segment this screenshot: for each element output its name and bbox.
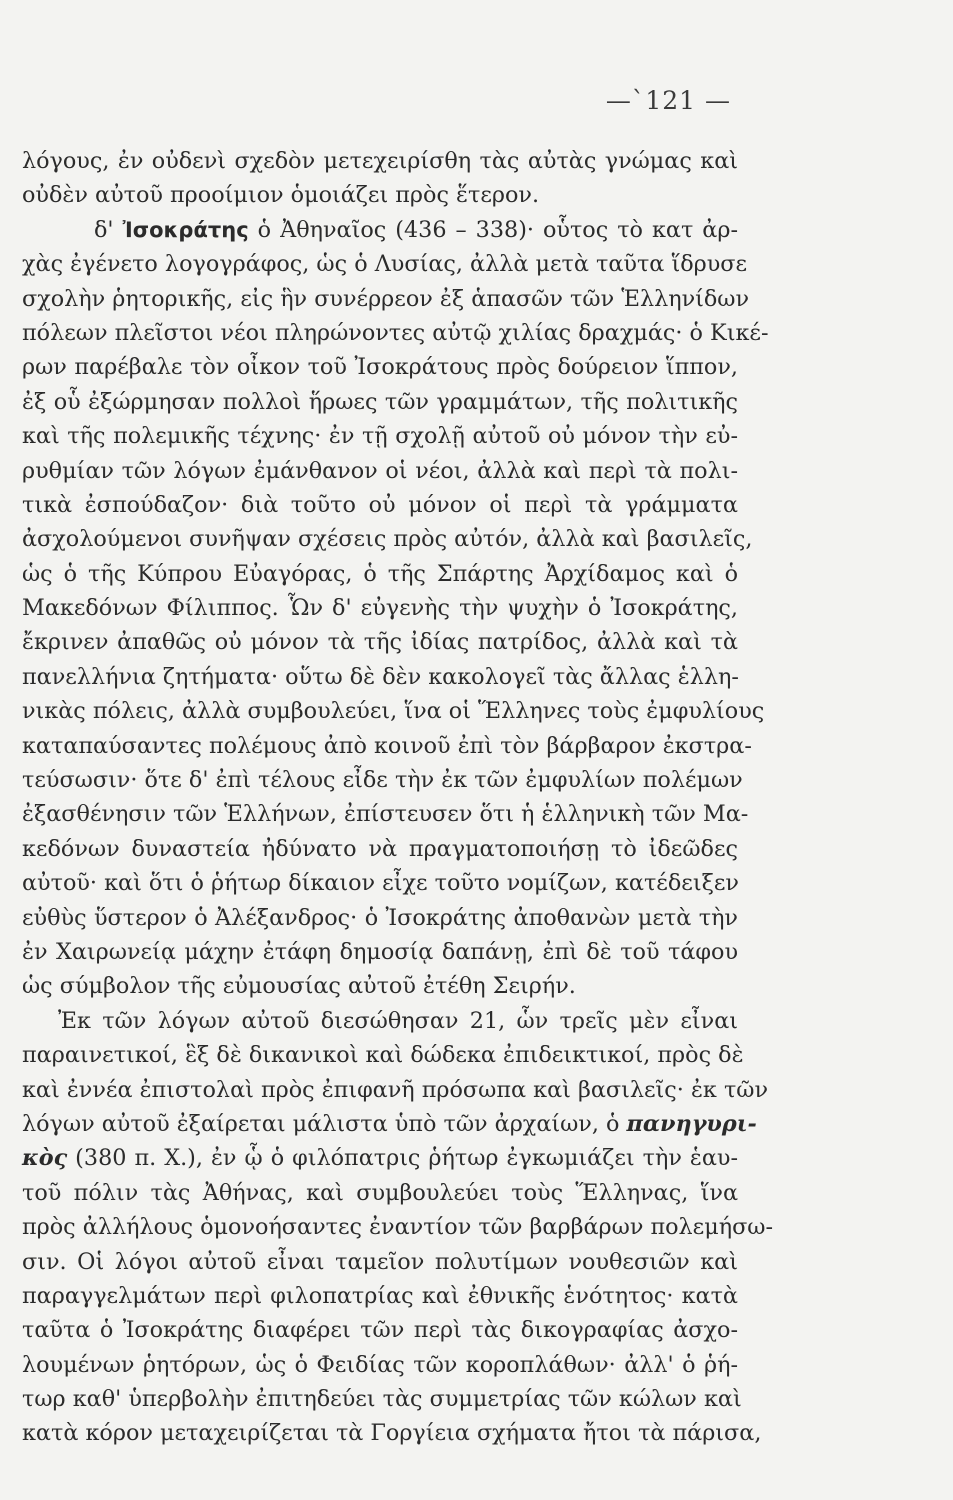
text-segment: (380 π. Χ.), ἐν ᾧ ὁ φιλόπατρις ῥήτωρ ἐγκωμιάζει τὴν ἑαυ- bbox=[67, 1145, 738, 1172]
text-line: τοῦ πόλιν τὰς Ἀθήνας, καὶ συμβουλεύει τοὺς Ἕλληνας, ἵνα bbox=[22, 1179, 738, 1206]
text-line: τικὰ ἐσπούδαζον· διὰ τοῦτο οὐ μόνον οἱ περὶ τὰ γράμματα bbox=[22, 491, 738, 518]
text-line: τωρ καθ' ὑπερβολὴν ἐπιτηδεύει τὰς συμμετρίας τῶν κώλων καὶ bbox=[22, 1386, 742, 1413]
text-line: πανελλήνια ζητήματα· οὕτω δὲ δὲν κακολογεῖ τὰς ἄλλας ἑλλη- bbox=[22, 663, 739, 690]
text-line: παραγγελμάτων περὶ φιλοπατρίας καὶ ἐθνικῆς ἑνότητος· κατὰ bbox=[22, 1282, 738, 1309]
work-title: πανηγυρι- bbox=[626, 1110, 757, 1137]
text-line: ρυθμίαν τῶν λόγων ἐμάνθανον οἱ νέοι, ἀλλὰ καὶ περὶ τὰ πολι- bbox=[22, 457, 738, 484]
text-line: σχολὴν ῥητορικῆς, εἰς ἣν συνέρρεον ἐξ ἁπασῶν τῶν Ἑλληνίδων bbox=[22, 285, 750, 312]
text-line: οὐδὲν αὐτοῦ προοίμιον ὁμοιάζει πρὸς ἕτερον. bbox=[22, 182, 540, 209]
text-line: πόλεων πλεῖστοι νέοι πληρώνοντες αὐτῷ χιλίας δραχμάς· ὁ Κικέ- bbox=[22, 319, 769, 346]
text-line: ἔκρινεν ἀπαθῶς οὐ μόνον τὰ τῆς ἰδίας πατρίδος, ἀλλὰ καὶ τὰ bbox=[22, 629, 738, 656]
text-line: ἀσχολούμενοι συνῆψαν σχέσεις πρὸς αὐτόν, ἀλλὰ καὶ βασιλεῖς, bbox=[22, 526, 753, 553]
text-line: καταπαύσαντες πολέμους ἀπὸ κοινοῦ ἐπὶ τὸν βάρβαρον ἐκστρα- bbox=[22, 732, 752, 759]
text-line: ὡς ὁ τῆς Κύπρου Εὐαγόρας, ὁ τῆς Σπάρτης Ἀρχίδαμος καὶ ὁ bbox=[22, 560, 738, 587]
text-line: πρὸς ἀλλήλους ὁμονοήσαντες ἐναντίον τῶν βαρβάρων πολεμήσω- bbox=[22, 1214, 774, 1241]
work-title: κὸς bbox=[22, 1145, 68, 1172]
text-line: ἐξ οὗ ἐξώρμησαν πολλοὶ ἥρωες τῶν γραμμάτων, τῆς πολιτικῆς bbox=[22, 388, 738, 415]
body-text bbox=[22, 144, 774, 1451]
text-line: νικὰς πόλεις, ἀλλὰ συμβουλεύει, ἵνα οἱ Ἕλληνες τοὺς ἐμφυλίους bbox=[22, 698, 765, 725]
text-line: κεδόνων δυναστεία ἠδύνατο νὰ πραγματοποιήσῃ τὸ ἰδεῶδες bbox=[22, 835, 738, 862]
text-line: τεύσωσιν· ὅτε δ' ἐπὶ τέλους εἶδε τὴν ἐκ τῶν ἐμφυλίων πολέμων bbox=[22, 767, 743, 794]
text-line: χὰς ἐγένετο λογογράφος, ὡς ὁ Λυσίας, ἀλλὰ μετὰ ταῦτα ἵδρυσε bbox=[22, 251, 748, 278]
author-name: Ἰσοκράτης bbox=[122, 217, 249, 242]
text-line: κατὰ κόρον μεταχειρίζεται τὰ Γοργίεια σχήματα ἤτοι τὰ πάρισα, bbox=[22, 1420, 762, 1447]
text-line: καὶ ἐννέα ἐπιστολαὶ πρὸς ἐπιφανῆ πρόσωπα καὶ βασιλεῖς· ἐκ τῶν bbox=[22, 1076, 769, 1103]
text-segment: ὁ Ἀθηναῖος (436 – 338)· οὗτος τὸ κατ ἀρ- bbox=[248, 216, 738, 243]
text-line: παραινετικοί, ἓξ δὲ δικανικοὶ καὶ δώδεκα ἐπιδεικτικοί, πρὸς δὲ bbox=[22, 1042, 744, 1069]
text-line: λόγους, ἐν οὐδενὶ σχεδὸν μετεχειρίσθη τὰς αὐτὰς γνώμας καὶ bbox=[22, 148, 738, 174]
text-line: ὡς σύμβολον τῆς εὐμουσίας αὐτοῦ ἐτέθη Σειρήν. bbox=[22, 973, 576, 1000]
paragraph-number: δ' bbox=[94, 216, 123, 243]
text-line: ἐν Χαιρωνείᾳ μάχην ἐτάφη δημοσίᾳ δαπάνῃ, ἐπὶ δὲ τοῦ τάφου bbox=[22, 938, 738, 965]
text-segment: λόγων αὐτοῦ ἐξαίρεται μάλιστα ὑπὸ τῶν ἀρχαίων, ὁ bbox=[22, 1110, 627, 1137]
text-line bbox=[22, 213, 738, 247]
page-number: —`121 — bbox=[605, 86, 731, 115]
text-line: ταῦτα ὁ Ἰσοκράτης διαφέρει τῶν περὶ τὰς δικογραφίας ἀσχο- bbox=[22, 1317, 738, 1344]
text-line: ἐξασθένησιν τῶν Ἑλλήνων, ἐπίστευσεν ὅτι ἡ ἑλληνικὴ τῶν Μα- bbox=[22, 801, 749, 828]
text-line: εὐθὺς ὕστερον ὁ Ἀλέξανδρος· ὁ Ἰσοκράτης ἀποθανὼν μετὰ τὴν bbox=[22, 904, 738, 931]
text-line: λουμένων ῥητόρων, ὡς ὁ Φειδίας τῶν κοροπλάθων· ἀλλ' ὁ ῥή- bbox=[22, 1351, 738, 1378]
text-line: Ἐκ τῶν λόγων αὐτοῦ διεσώθησαν 21, ὧν τρεῖς μὲν εἶναι bbox=[58, 1007, 738, 1034]
text-line: καὶ τῆς πολεμικῆς τέχνης· ἐν τῇ σχολῇ αὐτοῦ οὐ μόνον τὴν εὐ- bbox=[22, 423, 738, 450]
text-line bbox=[22, 1107, 757, 1141]
text-line bbox=[22, 1141, 738, 1175]
text-line: ρων παρέβαλε τὸν οἶκον τοῦ Ἰσοκράτους πρὸς δούρειον ἵππον, bbox=[22, 354, 738, 381]
text-line: Μακεδόνων Φίλιππος. Ὧν δ' εὐγενὴς τὴν ψυχὴν ὁ Ἰσοκράτης, bbox=[22, 595, 738, 622]
text-line: σιν. Οἱ λόγοι αὐτοῦ εἶναι ταμεῖον πολυτίμων νουθεσιῶν καὶ bbox=[22, 1248, 738, 1275]
text-line: αὐτοῦ· καὶ ὅτι ὁ ῥήτωρ δίκαιον εἶχε τοῦτο νομίζων, κατέδειξεν bbox=[22, 870, 739, 897]
